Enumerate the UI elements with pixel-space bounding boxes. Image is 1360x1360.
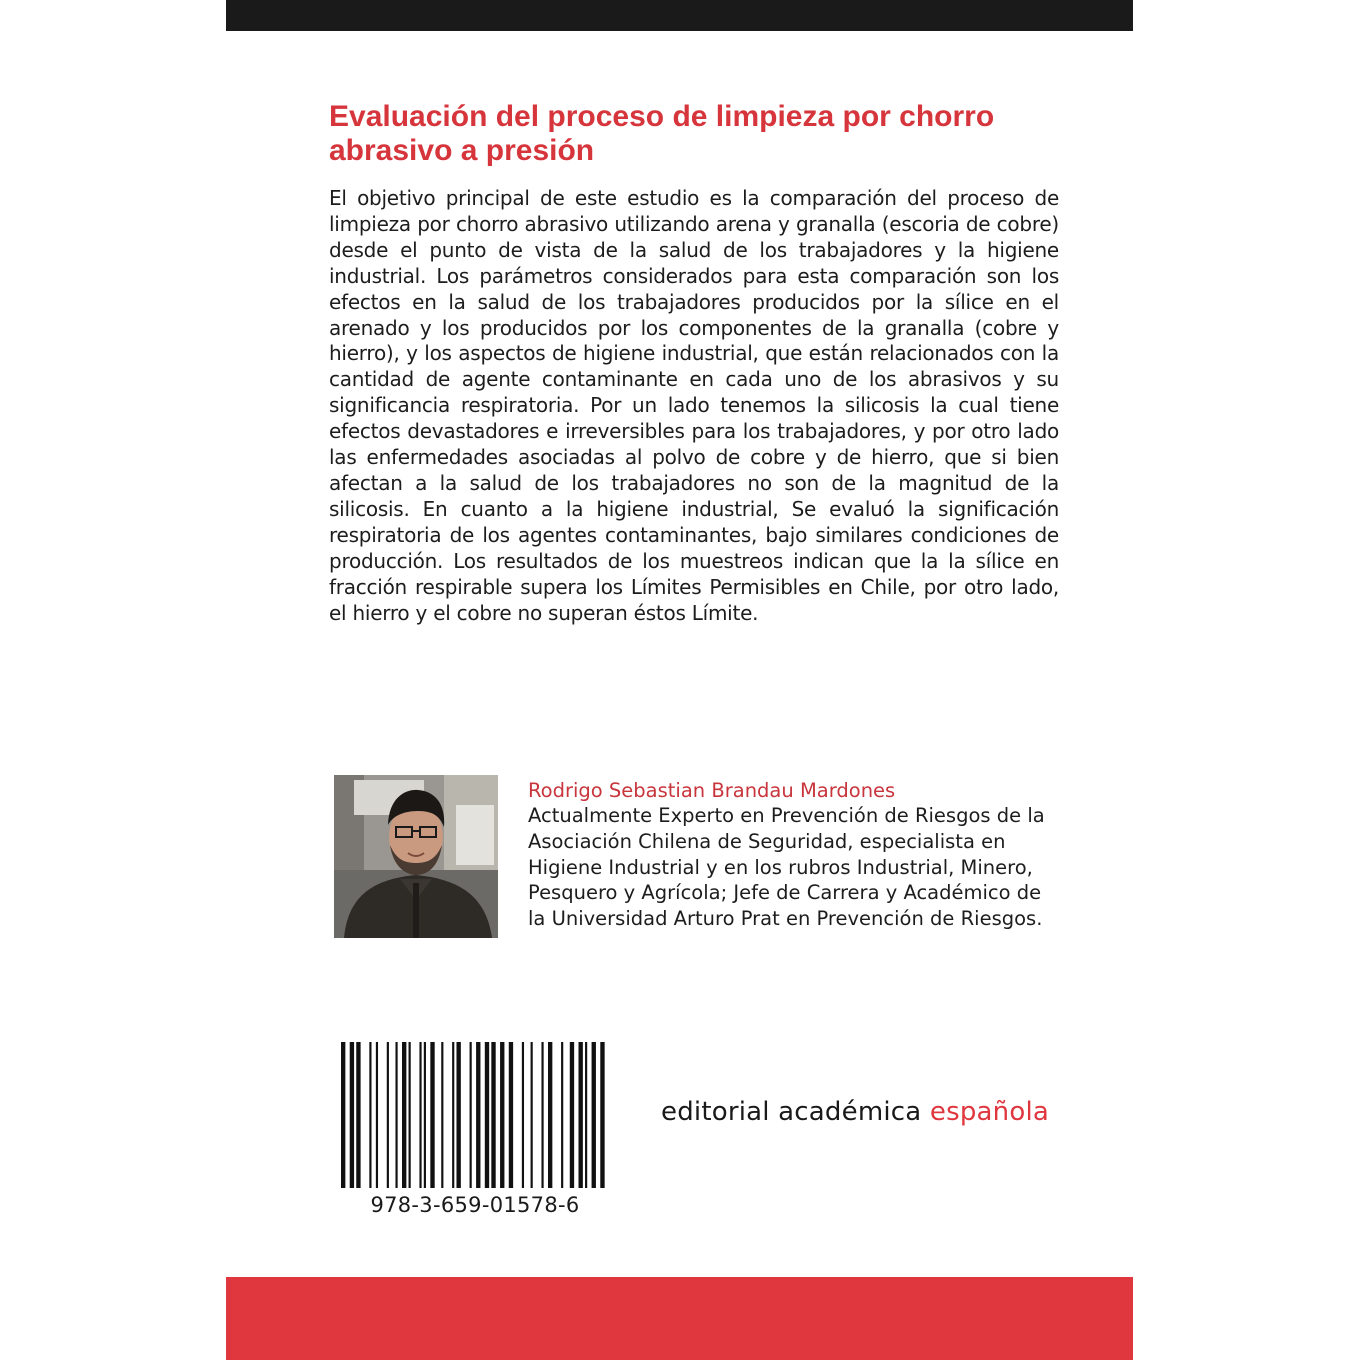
barcode-bar xyxy=(452,1042,454,1188)
author-photo xyxy=(334,775,498,938)
barcode-bar xyxy=(369,1042,371,1188)
book-title: Evaluación del proceso de limpieza por chorro abrasivo a presión xyxy=(329,100,995,167)
top-black-band xyxy=(226,0,1133,31)
barcode-bar xyxy=(531,1042,533,1188)
barcode-bar xyxy=(456,1042,460,1188)
barcode-bar xyxy=(395,1042,397,1188)
barcode-bar xyxy=(350,1042,354,1188)
author-portrait-image xyxy=(334,775,498,938)
publisher-name: editorial académica xyxy=(661,1097,922,1127)
barcode-bar xyxy=(419,1042,421,1188)
barcode-bar xyxy=(430,1042,434,1188)
barcode-bar xyxy=(409,1042,411,1188)
barcode-bar xyxy=(541,1042,543,1188)
barcode-bar xyxy=(424,1042,426,1188)
barcode-bar xyxy=(356,1042,360,1188)
barcode-bar xyxy=(485,1042,489,1188)
author-name: Rodrigo Sebastian Brandau Mardones xyxy=(528,779,896,802)
barcode-bar xyxy=(548,1042,552,1188)
barcode-bar xyxy=(441,1042,443,1188)
barcode-bar xyxy=(476,1042,480,1188)
barcode-bar xyxy=(561,1042,563,1188)
barcode-bar xyxy=(376,1042,378,1188)
barcode-bar xyxy=(592,1042,596,1188)
barcode-bar xyxy=(600,1042,604,1188)
barcode-bar xyxy=(509,1042,513,1188)
publisher-logo xyxy=(661,1094,1049,1130)
barcode-bar xyxy=(579,1042,583,1188)
barcode-bar xyxy=(570,1042,574,1188)
isbn-number: 978-3-659-01578-6 xyxy=(370,1193,580,1217)
isbn-barcode xyxy=(341,1042,609,1188)
book-back-cover xyxy=(226,0,1133,1360)
barcode-bar xyxy=(585,1042,587,1188)
bottom-red-band xyxy=(226,1277,1133,1360)
barcode-bar xyxy=(470,1042,472,1188)
barcode-bar xyxy=(341,1042,345,1188)
book-abstract: El objetivo principal de este estudio es la comparación del proceso de limpieza por chorro abrasivo utilizando arena y granalla (escoria de cobre) desde el punto de vista de la salud de los trabajadores y la higiene industrial. Los parámetros considerados para esta comparación son los efectos en la salud de los trabajadores producidos por la sílice en el arenado y los producidos por los componentes de la granalla (cobre y hierro), y los aspectos de higiene industrial, que están relacionados con la cantidad de agente contaminante en cada uno de los abrasivos y su significancia respiratoria. Por un lado tenemos la silicosis la cual tiene efectos devastadores e irreversibles para los trabajadores, y por otro lado las enfermedades asociadas al polvo de cobre y de hierro, que si bien afectan a la salud de los trabajadores no son de la magnitud de la silicosis. En cuanto a la higiene industrial, Se evaluó la significación respiratoria de los agentes contaminantes, bajo similares condiciones de producción. Los resultados de los muestreos indican que la la sílice en fracción respirable supera los Límites Permisibles en Chile, por otro lado, el hierro y el cobre no superan éstos Límite. xyxy=(329,186,1059,625)
publisher-name-accent: española xyxy=(929,1097,1049,1127)
barcode-bar xyxy=(387,1042,389,1188)
barcode-bar xyxy=(491,1042,495,1188)
author-bio: Actualmente Experto en Prevención de Riesgos de la Asociación Chilena de Seguridad, especialista en Higiene Industrial y en los rubros Industrial, Minero, Pesquero y Agrícola; Jefe de Carrera y Académico de la Universidad Arturo Prat en Prevención de Riesgos. xyxy=(528,804,1045,931)
barcode-bar xyxy=(402,1042,406,1188)
barcode-bar xyxy=(500,1042,504,1188)
barcode-bar xyxy=(522,1042,524,1188)
